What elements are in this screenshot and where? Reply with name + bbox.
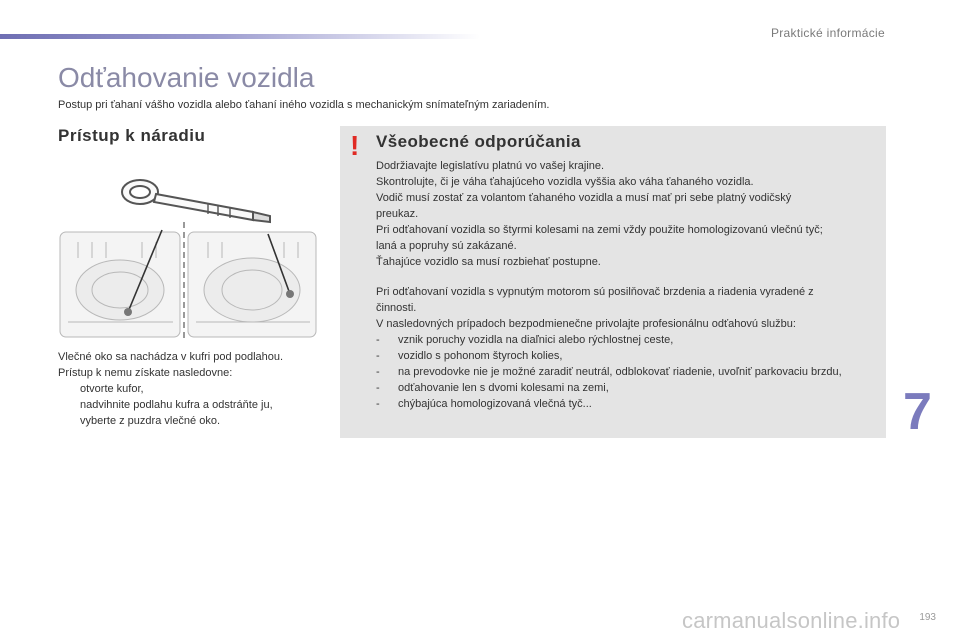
chapter-number: 7 (903, 383, 932, 441)
section-header: Praktické informácie (770, 26, 885, 40)
warning-icon: ! (350, 130, 360, 161)
recommendation-line: laná a popruhy sú zakázané. (376, 240, 517, 252)
case-dash: - (376, 350, 380, 362)
recommendation-line: Vodič musí zostať za volantom ťahaného vozidla a musí mať pri sebe platný vodičský (376, 192, 792, 204)
recommendation-line: preukaz. (376, 208, 419, 220)
case-label: chýbajúca homologizovaná vlečná tyč... (398, 398, 592, 410)
recommendation-line: Pri odťahovaní vozidla s vypnutým motorom sú posilňovač brzdenia a riadenia vyradené z (376, 286, 814, 298)
case-label: vozidlo s pohonom štyroch kolies, (398, 350, 563, 362)
tool-access-text (58, 349, 328, 429)
watermark: carmanualsonline.info (682, 608, 901, 633)
case-item (376, 396, 876, 412)
body-line: Prístup k nemu získate nasledovne: (58, 367, 233, 379)
general-recommendations-heading: Všeobecné odporúčania (376, 132, 581, 151)
recommendation-line: V nasledovných prípadoch bezpodmienečne privolajte profesionálnu odťahovú službu: (376, 318, 796, 330)
step-item (58, 397, 328, 413)
recommendation-line: Skontrolujte, či je váha ťahajúceho vozidla vyššia ako váha ťahaného vozidla. (376, 176, 754, 188)
case-dash: - (376, 366, 380, 378)
general-recommendations-panel (340, 126, 886, 438)
step-item (58, 381, 328, 397)
case-item (376, 364, 876, 380)
case-item (376, 332, 876, 348)
case-dash: - (376, 334, 380, 346)
case-dash: - (376, 398, 380, 410)
case-label: odťahovanie len s dvomi kolesami na zemi, (398, 382, 609, 394)
tool-access-heading: Prístup k náradiu (58, 126, 206, 145)
case-item (376, 380, 876, 396)
page-intro: Postup pri ťahaní vášho vozidla alebo ťahaní iného vozidla s mechanickým snímateľným zariadením. (58, 99, 550, 111)
step-label: vyberte z puzdra vlečné oko. (80, 415, 221, 427)
recommendation-line: Pri odťahovaní vozidla so štyrmi kolesami na zemi vždy použite homologizovanú vlečnú tyč; (376, 224, 823, 236)
step-label: otvorte kufor, (80, 383, 144, 395)
page-number: 193 (919, 612, 936, 623)
case-item (376, 348, 876, 364)
recommendation-line: činnosti. (376, 302, 417, 314)
body-line: Vlečné oko sa nachádza v kufri pod podlahou. (58, 351, 284, 363)
header-accent-bar (0, 34, 480, 39)
recommendations-text (376, 158, 876, 412)
case-label: na prevodovke nie je možné zaradiť neutrál, odblokovať riadenie, uvoľniť parkovaciu brzdu, (398, 366, 842, 378)
page-title: Odťahovanie vozidla (58, 62, 315, 93)
case-label: vznik poruchy vozidla na diaľnici alebo rýchlostnej ceste, (398, 334, 674, 346)
step-item (58, 413, 328, 429)
step-label: nadvihnite podlahu kufra a odstráňte ju, (80, 399, 273, 411)
recommendation-line: Dodržiavajte legislatívu platnú vo vašej krajine. (376, 160, 605, 172)
case-dash: - (376, 382, 380, 394)
recommendation-line: Ťahajúce vozidlo sa musí rozbiehať postupne. (376, 256, 601, 268)
towing-eye-in-trunk-illustration (58, 172, 320, 342)
